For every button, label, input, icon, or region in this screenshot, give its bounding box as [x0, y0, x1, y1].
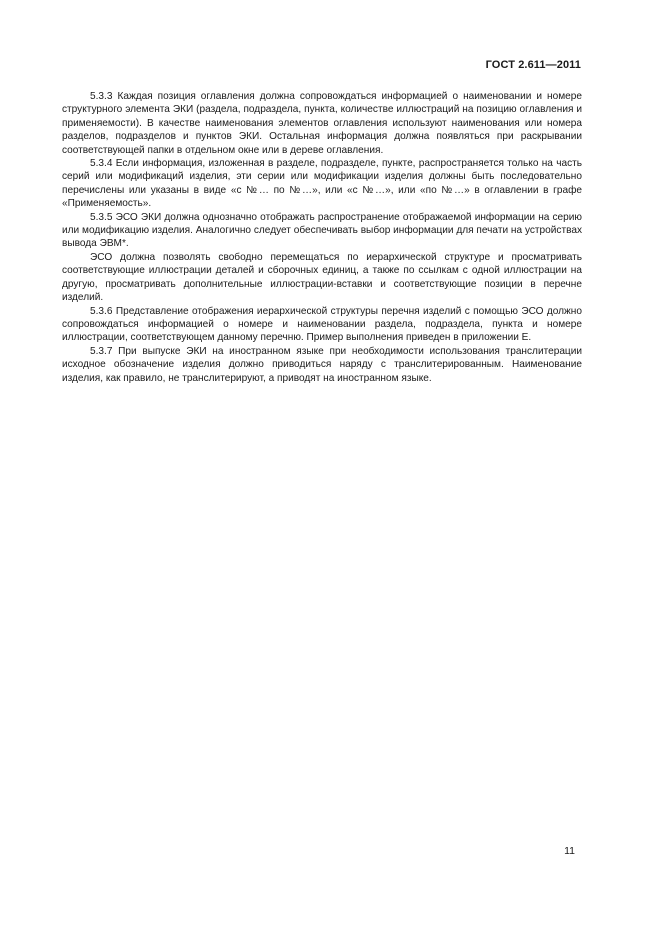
page-number: 11 [564, 845, 575, 857]
paragraph-5-3-3: 5.3.3 Каждая позиция оглавления должна сопровождаться информацией о наименовании и номере структурного элемента ЭКИ (раздела, подраздела, пункта, количестве иллюстраций на позицию оглавления и применяемости). В качестве наименования элементов оглавления используют наименования или номера разделов, подразделов и пунктов ЭКИ. Остальная информация должна появляться при раскрывании соответствующей папки в отдельном окне или в дереве оглавления. [62, 91, 582, 156]
paragraph-5-3-7: 5.3.7 При выпуске ЭКИ на иностранном языке при необходимости использования транслитерации исходное обозначение изделия должно приводиться наряду с транслитерированным. Наименование изделия, как правило, не транслитерируют, а приводят на иностранном языке. [62, 345, 582, 384]
paragraph-5-3-4: 5.3.4 Если информация, изложенная в разделе, подразделе, пункте, распространяется только на часть серий или модификаций изделия, эти серии или модификации изделия должны быть последовательно перечислены или указаны в виде «с №… по №…», или «с №…», или «по №…» в оглавлении в графе «Применяемость». [62, 158, 582, 210]
standard-code-header: ГОСТ 2.611—2011 [485, 59, 581, 71]
paragraph-5-3-6: 5.3.6 Представление отображения иерархической структуры перечня изделий с помощью ЭСО должно сопровождаться информацией о номере и наименовании раздела, подраздела, пункта и номере иллюстрации, соответствующем данному перечню. Пример выполнения приведен в приложении Е. [62, 305, 582, 344]
document-body [62, 90, 582, 385]
paragraph-eso-navigation: ЭСО должна позволять свободно перемещаться по иерархической структуре и просматривать соответствующие иллюстрации деталей и сборочных единиц, а также по ссылкам с одной иллюстрации на другую, просматривать дополнительные иллюстрации-вставки и соответствующие позиции в перечне изделий. [62, 251, 582, 304]
paragraph-5-3-5: 5.3.5 ЭСО ЭКИ должна однозначно отображать распространение отображаемой информации на серию или модификацию изделия. Аналогично следует обеспечивать выбор информации для печати на устройствах вывода ЭВМ*. [62, 211, 582, 250]
